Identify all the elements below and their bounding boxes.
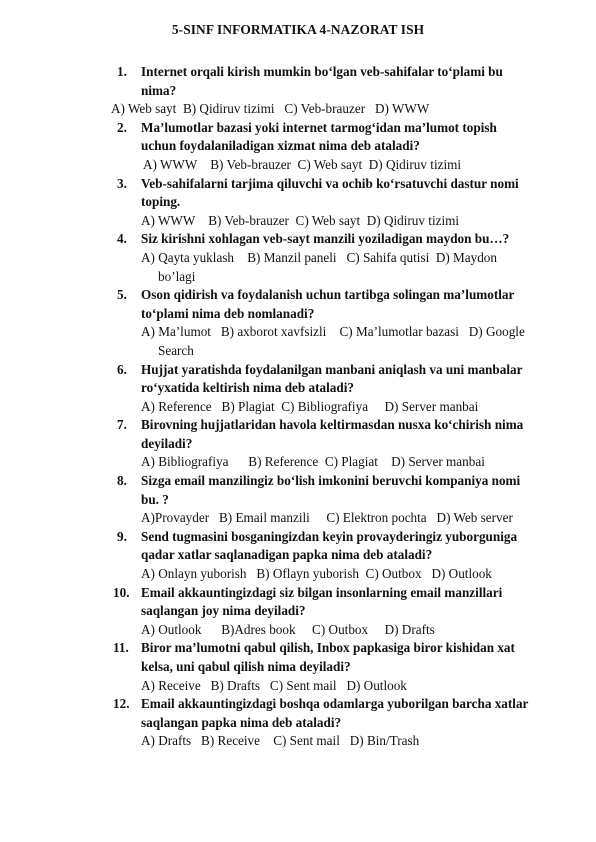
answer-options: [141, 677, 557, 696]
question-text-line: toping.: [141, 194, 181, 210]
answer-options: [141, 249, 557, 286]
question-text-line: saqlangan papka nima deb ataladi?: [141, 714, 342, 730]
answer-options: [141, 323, 557, 360]
question-text-line: deyiladi?: [141, 435, 193, 451]
question-7: [117, 416, 557, 472]
answer-options: [141, 732, 557, 751]
question-text-line: nima?: [141, 82, 177, 98]
question-text: [141, 286, 557, 323]
question-8: [117, 472, 557, 528]
question-number: 3.: [117, 175, 127, 191]
question-text-line: roʻyxatida keltirish nima deb ataladi?: [141, 380, 354, 396]
question-text: [141, 584, 557, 621]
question-number: 12.: [113, 696, 130, 712]
question-number: 2.: [117, 119, 127, 135]
question-text: [141, 416, 557, 453]
answer-options-line: A) Reference B) Plagiat C) Bibliografiya D) Server manbai: [141, 398, 479, 414]
question-text-line: toʻplami nima deb nomlanadi?: [141, 305, 315, 321]
question-text: [141, 119, 557, 156]
answer-options-line: Search: [158, 342, 194, 358]
answer-options-line: A) WWW B) Veb-brauzer C) Web sayt D) Qidiruv tizimi: [141, 212, 460, 228]
question-10: [113, 584, 557, 640]
answer-options-line: A) Drafts B) Receive C) Sent mail D) Bin/Trash: [141, 733, 420, 749]
answer-options-line: A) WWW B) Veb-brauzer C) Web sayt D) Qidiruv tizimi: [143, 156, 462, 172]
question-text-line: qadar xatlar saqlanadigan papka nima deb ataladi?: [141, 547, 433, 563]
question-text-line: Veb-sahifalarni tarjima qiluvchi va ochib koʻrsatuvchi dastur nomi: [141, 175, 519, 191]
question-text-line: Ma’lumotlar bazasi yoki internet tarmogʻidan ma’lumot topish: [141, 119, 497, 135]
answer-options-line: A) Outlook B)Adres book C) Outbox D) Drafts: [141, 621, 435, 637]
question-12: [113, 695, 557, 751]
answer-options-line: A) Ma’lumot B) axborot xavfsizli C) Ma’lumotlar bazasi D) Google: [141, 324, 525, 340]
question-text-line: Biror ma’lumotni qabul qilish, Inbox papkasiga biror kishidan xat: [141, 640, 515, 656]
question-text-line: kelsa, uni qabul qilish nima deyiladi?: [141, 659, 351, 674]
question-text-line: Hujjat yaratishda foydalanilgan manbani aniqlash va uni manbalar: [141, 361, 523, 377]
question-11: [113, 639, 557, 695]
answer-options: [141, 212, 557, 231]
question-3: [117, 175, 557, 231]
question-number: 4.: [117, 231, 127, 247]
question-number: 6.: [117, 361, 127, 377]
answer-options-line: A)Provayder B) Email manzili C) Elektron pochta D) Web server: [141, 510, 513, 526]
question-text-line: Sizga email manzilingiz boʻlish imkonini beruvchi kompaniya nomi: [141, 473, 521, 489]
answer-options-line: A) Bibliografiya B) Reference C) Plagiat D) Server manbai: [141, 454, 485, 470]
answer-options-line: A) Onlayn yuborish B) Oflayn yuborish C) Outbox D) Outlook: [141, 566, 492, 582]
question-text-line: Birovning hujjatlaridan havola keltirmasdan nusxa koʻchirish nima: [141, 417, 524, 433]
answer-options: [141, 621, 557, 640]
question-number: 8.: [117, 473, 127, 489]
question-6: [117, 361, 557, 417]
question-text-line: Oson qidirish va foydalanish uchun tartibga solingan ma’lumotlar: [141, 287, 515, 303]
question-text-line: Email akkauntingizdagi boshqa odamlarga yuborilgan barcha xatlar: [141, 696, 529, 712]
question-text: [141, 230, 557, 249]
question-text-line: Email akkauntingizdagi siz bilgan insonlarning email manzillari: [141, 584, 503, 600]
question-number: 10.: [113, 584, 130, 600]
answer-options-line: A) Qayta yuklash B) Manzil paneli C) Sahifa qutisi D) Maydon: [141, 249, 497, 265]
question-text: [141, 695, 557, 732]
question-text: [141, 63, 557, 100]
question-text: [141, 175, 557, 212]
question-text-line: saqlangan joy nima deyiladi?: [141, 603, 306, 619]
question-number: 5.: [117, 287, 127, 303]
question-text: [141, 528, 557, 565]
question-text-line: Internet orqali kirish mumkin boʻlgan veb-sahifalar toʻplami bu: [141, 64, 503, 79]
question-number: 7.: [117, 417, 127, 433]
question-text: [141, 361, 557, 398]
page-title: 5-SINF INFORMATIKA 4-NAZORAT ISH: [171, 22, 425, 37]
question-number: 1.: [117, 64, 127, 79]
answer-options: [141, 565, 557, 584]
question-number: 9.: [117, 528, 127, 544]
question-text: [141, 472, 557, 509]
question-list: [111, 63, 557, 751]
question-2: [117, 119, 557, 175]
question-text-line: uchun foydalaniladigan xizmat nima deb ataladi?: [141, 138, 420, 154]
question-1: [111, 63, 557, 119]
answer-options-line: bo’lagi: [158, 268, 196, 284]
answer-options: [143, 156, 557, 175]
answer-options-line: A) Receive B) Drafts C) Sent mail D) Outlook: [141, 677, 407, 693]
answer-options: [141, 453, 557, 472]
question-9: [117, 528, 557, 584]
question-text-line: bu. ?: [141, 491, 169, 507]
answer-options: [111, 100, 557, 119]
question-5: [117, 286, 557, 360]
question-text-line: Siz kirishni xohlagan veb-sayt manzili yoziladigan maydon bu…?: [141, 231, 510, 247]
answer-options: [141, 509, 557, 528]
question-4: [117, 230, 557, 286]
answer-options: [141, 398, 557, 417]
answer-options-line: A) Web sayt B) Qidiruv tizimi C) Veb-brauzer D) WWW: [111, 101, 430, 117]
question-text: [141, 639, 557, 676]
question-text-line: Send tugmasini bosganingizdan keyin provayderingiz yuborguniga: [141, 528, 518, 544]
question-number: 11.: [113, 640, 129, 656]
